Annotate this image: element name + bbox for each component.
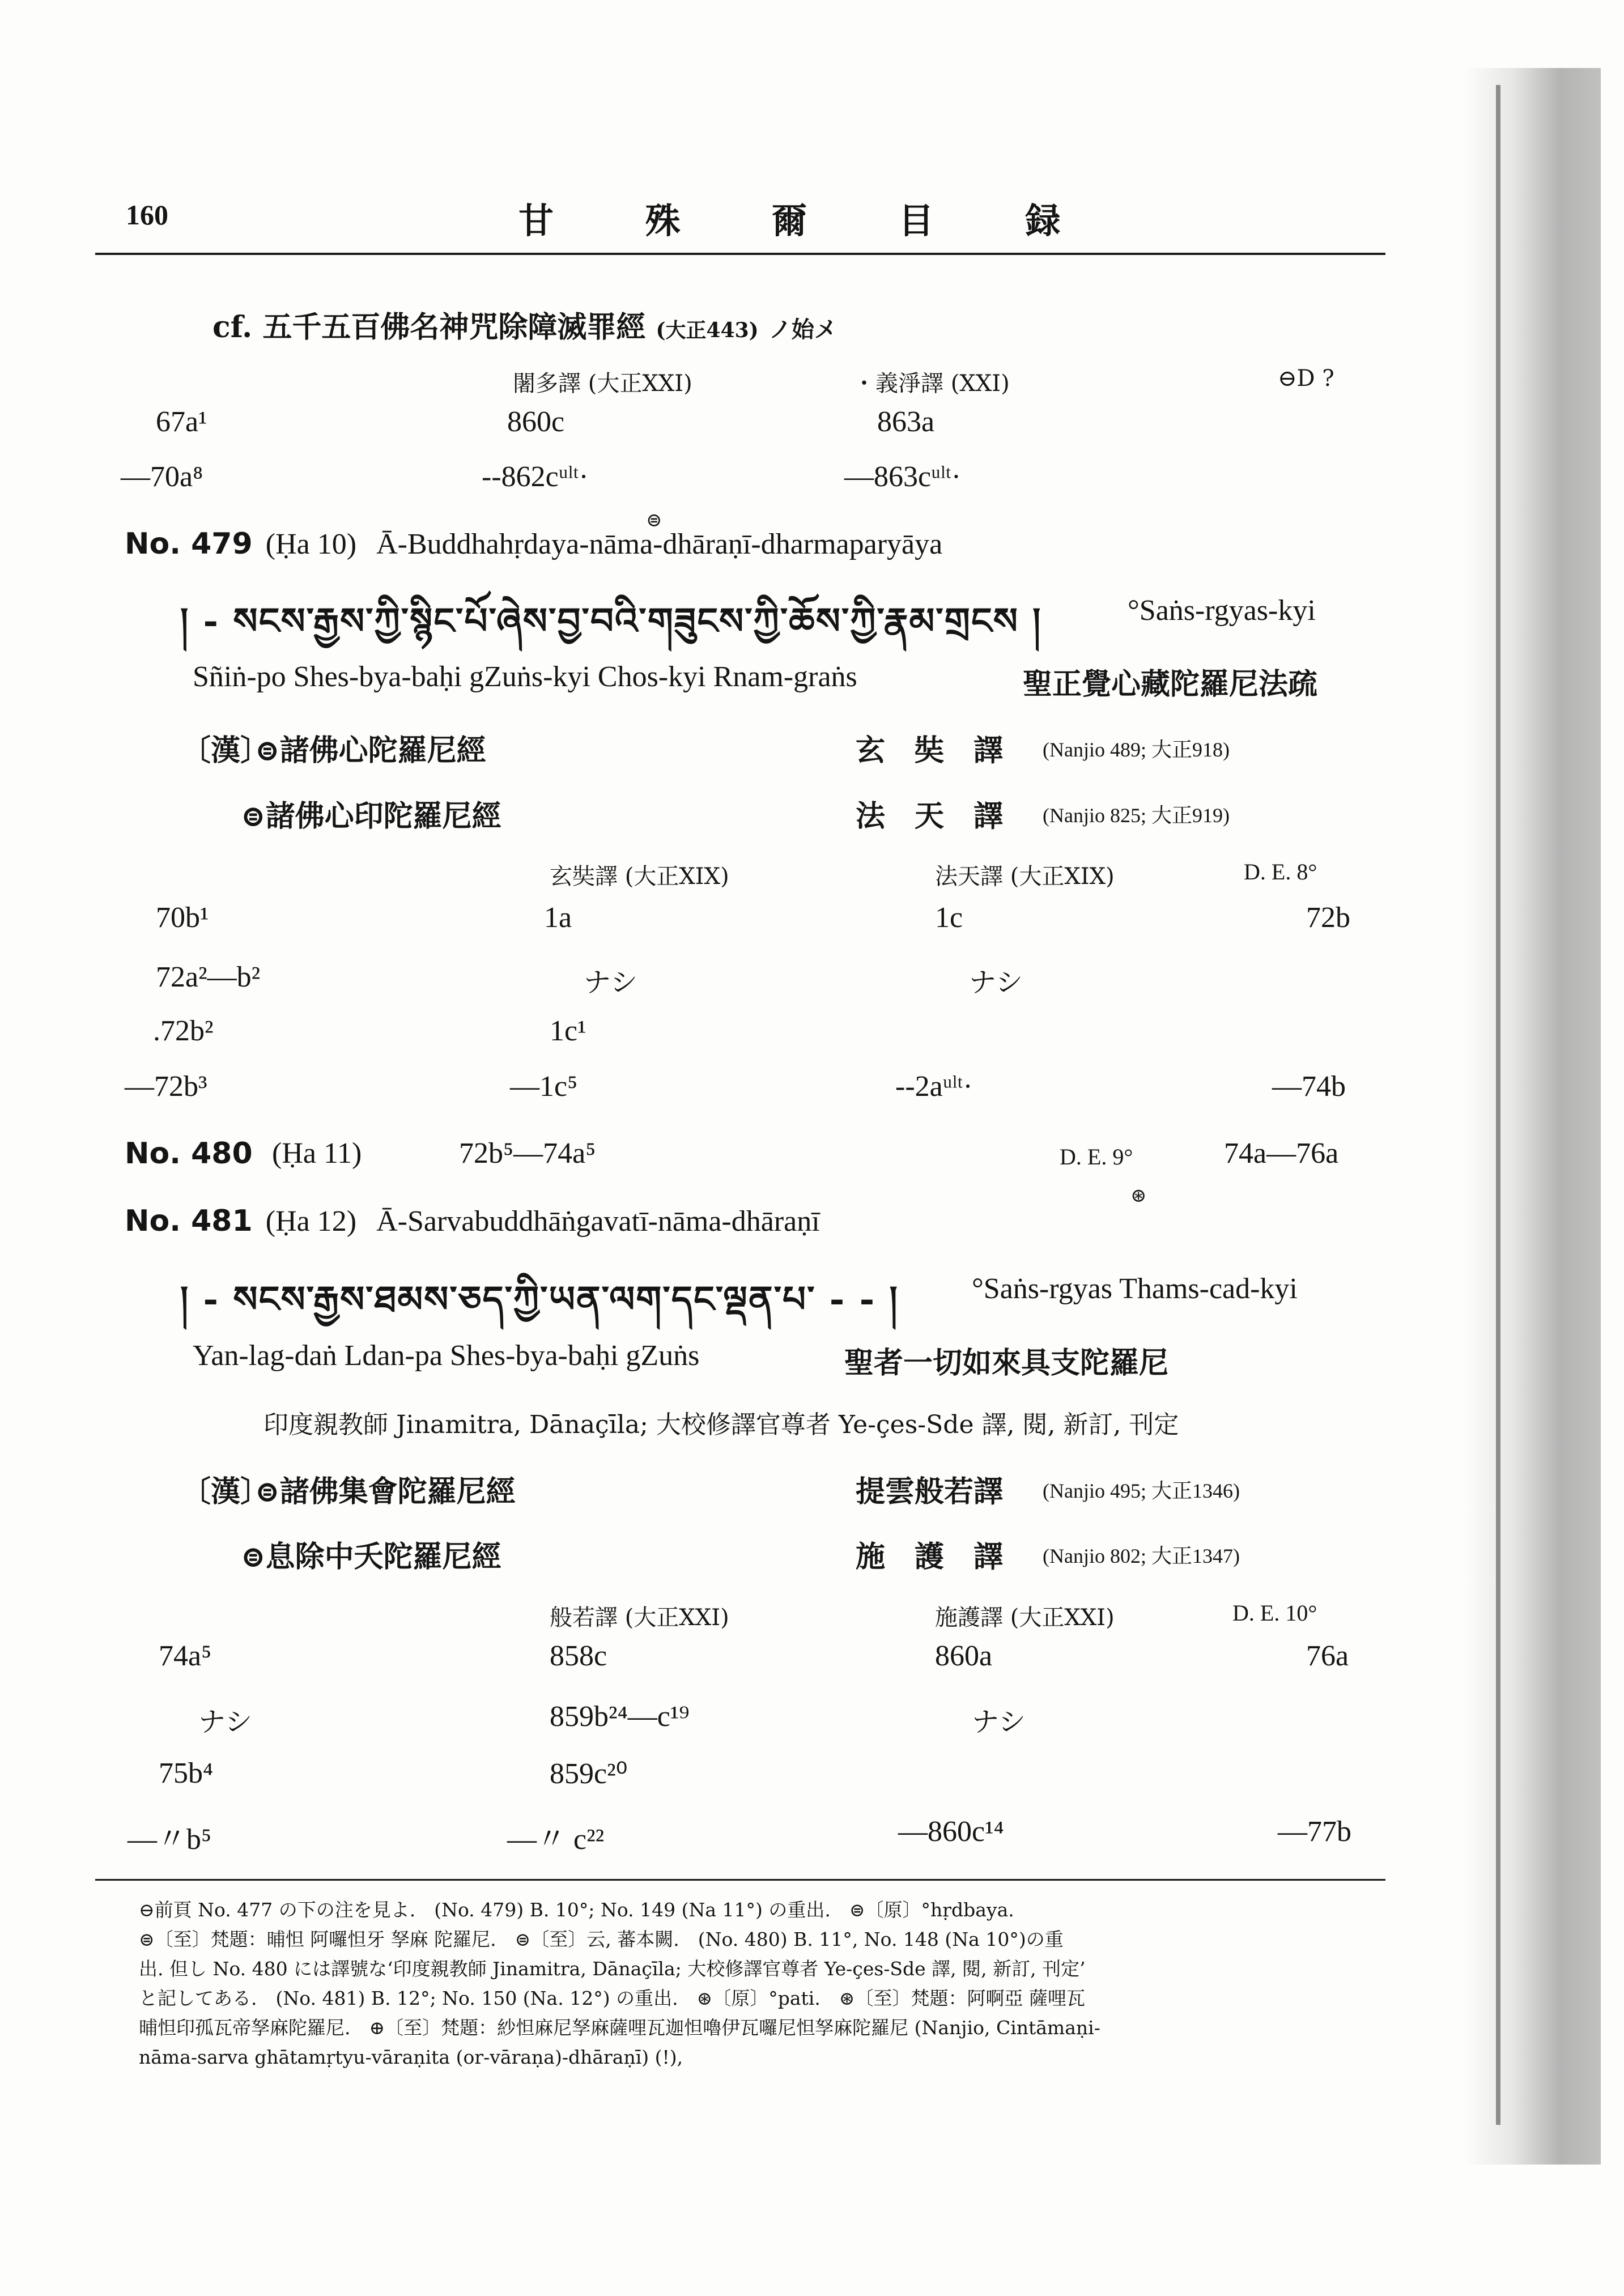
- t1-r2-c3: —863cᵘˡᵗ·: [844, 461, 962, 493]
- no479-r1-c3: 1c: [935, 902, 963, 934]
- no479-han2-name: ⊜諸佛心印陀羅尼經: [241, 799, 501, 834]
- no479-ha: (Ḥa 10): [265, 528, 357, 560]
- no481-translit-1: °Saṅs-rgyas Thams-cad-kyi: [972, 1273, 1298, 1305]
- no481-header-2: 施護譯 (大正XXI): [935, 1605, 1115, 1631]
- no481-mark: ⊛: [1130, 1184, 1147, 1207]
- no479-r2-c3: ナシ: [969, 967, 1023, 998]
- no479-heading: [125, 527, 942, 561]
- t1-r2-c2: --862cᵘˡᵗ·: [482, 461, 589, 493]
- no480-de-range: 74a—76a: [1224, 1137, 1339, 1170]
- footnote-line-1: ⊖前頁 No. 477 の下の注を見よ. (No. 479) B. 10°; No. 149 (Na 11°) の重出. ⊜〔原〕°hṛdbaya.: [139, 1899, 1014, 1921]
- cf-text: cf. 五千五百佛名神咒除障滅罪經: [212, 310, 646, 345]
- no481-r3-c1: 75b⁴: [159, 1757, 214, 1789]
- no481-translit-2: Yan-lag-daṅ Ldan-pa Shes-bya-baḥi gZuṅs: [193, 1340, 700, 1372]
- footnote-rule: [95, 1879, 1385, 1881]
- no479-han1-translator: 玄 奘 譯: [856, 733, 1004, 768]
- no481-heading: [125, 1204, 820, 1238]
- no481-r2-c1: ナシ: [198, 1706, 253, 1738]
- no481-r4-c3: —860c¹⁴: [898, 1815, 1004, 1848]
- no481-tibetan: ། - སངས་རྒྱས་ཐམས་ཅད་ཀྱི་ཡན་ལག་དང་ལྡན་པ་ - - །: [180, 1278, 899, 1321]
- no479-han-label: 〔漢〕: [181, 733, 270, 768]
- no481-r3-c2: 859c²⁰: [550, 1758, 628, 1790]
- no480-number: No. 480: [125, 1137, 253, 1171]
- no479-r4-c4: —74b: [1272, 1070, 1346, 1103]
- t1-r2-c1: —70a⁸: [121, 461, 203, 493]
- footnotes: [139, 1895, 1374, 2072]
- no479-mark: ⊜: [646, 509, 662, 532]
- t1-header-3: ⊖D ?: [1278, 365, 1334, 392]
- cf-ref: (大正443): [656, 318, 759, 342]
- no481-ha: (Ḥa 12): [265, 1205, 357, 1238]
- no480-ha: (Ḥa 11): [272, 1137, 362, 1170]
- no481-title: Ā-Sarvabuddhāṅgavatī-nāma-dhāraṇī: [376, 1205, 820, 1238]
- footnote-line-4: と記してある. (No. 481) B. 12°; No. 150 (Na. 12°) の重出. ⊛〔原〕°pati. ⊛〔至〕梵題：阿啊亞 薩哩瓦: [139, 1987, 1085, 2009]
- no479-translit-2: Sñiṅ-po Shes-bya-baḥi gZuṅs-kyi Chos-kyi Rnam-graṅs: [193, 661, 857, 693]
- no479-han1-ref: (Nanjio 489; 大正918): [1043, 738, 1230, 761]
- t1-header-2: ・義淨譯 (XXI): [853, 371, 1010, 397]
- no481-han1-name: ⊜諸佛集會陀羅尼經: [255, 1474, 516, 1509]
- page-number: 160: [126, 199, 168, 231]
- scan-edge-shadow: [1465, 68, 1601, 2165]
- no479-tibetan: ། - སངས་རྒྱས་ཀྱི་སྙིང་པོ་ཞེས་བྱ་བའི་གཟུངས་ཀྱི་ཆོས་ཀྱི་རྣམ་གྲངས །: [180, 600, 1042, 643]
- no479-han2-translator: 法 天 譯: [856, 799, 1004, 834]
- no479-header-1: 玄奘譯 (大正XIX): [550, 864, 729, 890]
- page-title: 甘 殊 爾 目 録: [518, 200, 1100, 241]
- t1-r1-c1: 67a¹: [156, 406, 207, 438]
- no481-han2-ref: (Nanjio 802; 大正1347): [1043, 1545, 1240, 1567]
- no481-r4-c2: —〃 c²²: [507, 1823, 605, 1856]
- no481-chinese-title: 聖者一切如來具支陀羅尼: [844, 1346, 1169, 1380]
- no479-r2-c1: 72a²—b²: [156, 961, 261, 993]
- no479-translit-1: °Saṅs-rgyas-kyi: [1128, 594, 1316, 627]
- no479-r1-c1: 70b¹: [156, 902, 209, 934]
- no479-han2-ref: (Nanjio 825; 大正919): [1043, 804, 1230, 827]
- no479-r1-c4: 72b: [1306, 902, 1350, 934]
- no479-chinese-title: 聖正覺心藏陀羅尼法疏: [1023, 667, 1318, 701]
- no481-r1-c4: 76a: [1306, 1640, 1349, 1672]
- no479-r4-c3: --2aᵘˡᵗ·: [895, 1070, 973, 1103]
- no479-number: No. 479: [125, 527, 253, 561]
- no481-header-3: D. E. 10°: [1232, 1600, 1317, 1626]
- no481-translators: 印度親教師 Jinamitra, Dānaçīla; 大校修譯官尊者 Ye-çes-Sde 譯, 閱, 新訂, 刊定: [263, 1410, 1179, 1439]
- no481-r2-c3: ナシ: [972, 1706, 1026, 1738]
- no479-han1-name: ⊜諸佛心陀羅尼經: [255, 733, 486, 768]
- no481-r1-c1: 74a⁵: [159, 1640, 212, 1672]
- no480-de: D. E. 9°: [1060, 1144, 1133, 1170]
- no479-header-2: 法天譯 (大正XIX): [935, 864, 1115, 890]
- no479-title: Ā-Buddhahṛdaya-nāma-dhāraṇī-dharmaparyāya: [376, 528, 943, 560]
- no481-r4-c1: —〃b⁵: [127, 1823, 212, 1856]
- footnote-line-3: 出. 但し No. 480 には譯號な‘印度親教師 Jinamitra, Dānaçīla; 大校修譯官尊者 Ye-çes-Sde 譯, 閱, 新訂, 刊定’: [139, 1958, 1086, 1980]
- no479-r4-c1: —72b³: [125, 1070, 207, 1103]
- footnote-line-2: ⊜〔至〕梵題：晡怛 阿囉怛牙 孥麻 陀羅尼. ⊜〔至〕云, 蕃本闕. (No. 480) B. 11°, No. 148 (Na 10°)の重: [139, 1928, 1064, 1950]
- no481-header-1: 般若譯 (大正XXI): [550, 1605, 729, 1631]
- no481-han2-name: ⊜息除中夭陀羅尼經: [241, 1540, 501, 1574]
- no481-han1-ref: (Nanjio 495; 大正1346): [1043, 1479, 1240, 1502]
- no481-r1-c3: 860a: [935, 1640, 993, 1672]
- t1-r1-c2: 860c: [507, 406, 565, 438]
- no480-range: 72b⁵—74a⁵: [459, 1137, 596, 1170]
- no481-r4-c4: —77b: [1278, 1815, 1351, 1848]
- footnote-line-5: 晡怛印孤瓦帝孥麻陀羅尼. ⊕〔至〕梵題：紗怛麻尼孥麻薩哩瓦迦怛嚕伊瓦囉尼怛孥麻陀羅尼 (Nanjio, Cintāmaṇi-: [139, 2017, 1100, 2039]
- no481-r2-c2: 859b²⁴—c¹⁹: [550, 1700, 690, 1733]
- no479-header-3: D. E. 8°: [1244, 859, 1317, 885]
- no479-r4-c2: —1c⁵: [510, 1070, 578, 1103]
- no479-r3-c2: 1c¹: [550, 1015, 586, 1047]
- no481-han-label: 〔漢〕: [181, 1474, 270, 1509]
- scan-edge-line: [1496, 85, 1500, 2125]
- t1-header-1: 闍多譯 (大正XXI): [513, 371, 692, 397]
- footnote-line-6: nāma-sarva ghātamṛtyu-vāraṇita (or-vāraṇa)-dhāraṇī) (!),: [139, 2046, 683, 2068]
- no479-r1-c2: 1a: [544, 902, 572, 934]
- no479-r2-c2: ナシ: [584, 967, 638, 998]
- no481-han1-translator: 提雲般若譯: [856, 1474, 1004, 1509]
- no479-r3-c1: .72b²: [153, 1015, 214, 1047]
- no481-number: No. 481: [125, 1204, 253, 1238]
- header-rule: [95, 253, 1385, 255]
- cf-reference: [212, 303, 837, 346]
- t1-r1-c3: 863a: [877, 406, 935, 438]
- no481-han2-translator: 施 護 譯: [856, 1540, 1004, 1574]
- cf-tail: ノ始メ: [768, 316, 837, 343]
- no481-r1-c2: 858c: [550, 1640, 607, 1672]
